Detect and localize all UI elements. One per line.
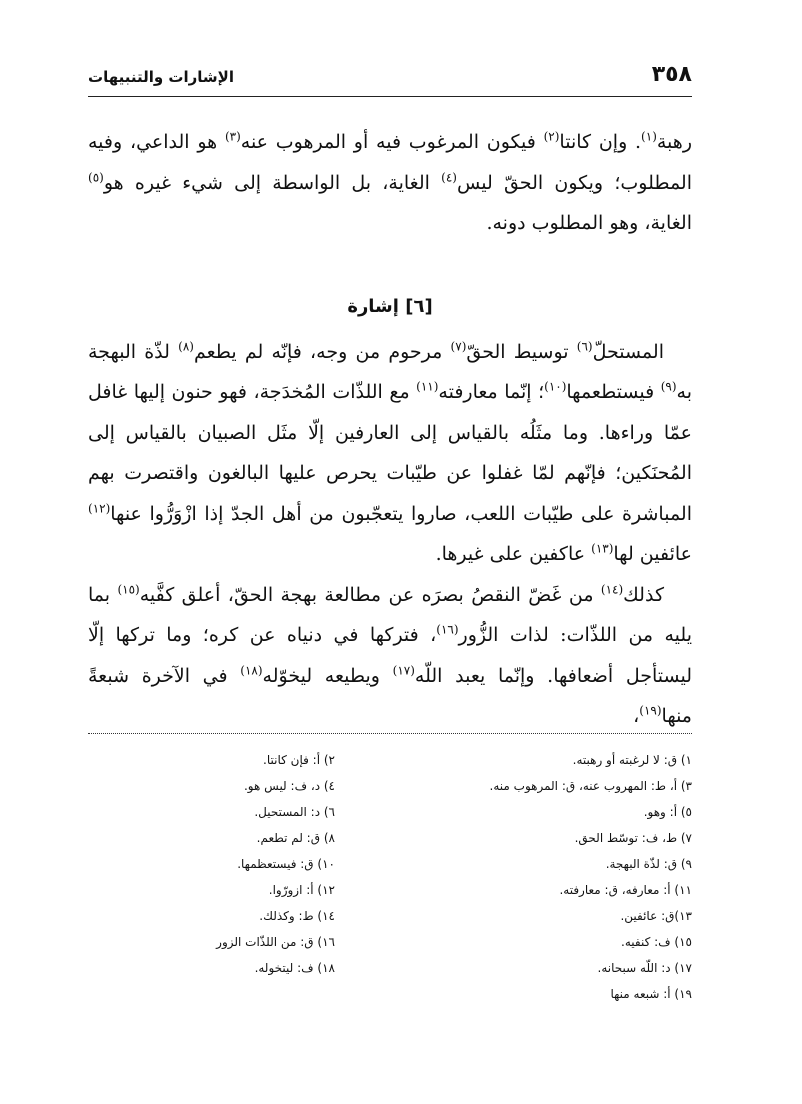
footnote-ref-5: (٥) bbox=[88, 170, 104, 185]
text-span: فيستطعمها bbox=[566, 381, 661, 403]
footnote-ref-17: (١٧) bbox=[392, 663, 415, 678]
paragraph-3 bbox=[88, 575, 692, 737]
footnote-ref-13: (١٣) bbox=[591, 541, 614, 556]
text-span: ، فتركها في دنياه عن كره؛ وما تركها إلّا ليستأجل أضعافها. وإنّما يعبد اللّه bbox=[88, 624, 693, 687]
footnote-ref-2: (٢) bbox=[543, 129, 560, 144]
footnote-ref-6: (٦) bbox=[576, 339, 593, 354]
footnote-13: ١٣)ق: عائفين. bbox=[620, 909, 692, 923]
footnote-ref-3: (٣) bbox=[224, 129, 241, 144]
page-header bbox=[88, 60, 692, 97]
footnote-ref-19: (١٩) bbox=[639, 703, 662, 718]
text-span: مع اللذّات المُخدَجة، فهو حنون إليها غافل عمّا وراءها. وما مثَلُه بالقياس إلى العارفين إلّا مثَل الصبيان بالقياس إلى المُحنَكين؛ فإنّهم لمّا غفلوا عن طيّبات يحرص عليها البالغون واقتصرت بهم المباشرة على طيّبات اللعب، صاروا يتعجّبون من أهل الجدّ إذا ازْوَرُّوا عنها bbox=[88, 381, 692, 525]
footnote-ref-8: (٨) bbox=[178, 339, 194, 354]
footnote-1: ١) ق: لا لرغبته أو رهبته. bbox=[572, 753, 692, 767]
text-span: المستحلّ bbox=[592, 340, 664, 363]
footnote-ref-12: (١٢) bbox=[88, 501, 111, 516]
footnote-19: ١٩) أ: شبعه منها bbox=[610, 987, 692, 1001]
page-number: ٣٥٨ bbox=[651, 62, 692, 87]
footnote-ref-9: (٩) bbox=[660, 379, 677, 394]
text-span: عاكفين على غيرها. bbox=[435, 543, 592, 565]
footnote-7: ٧) ط، ف: توسّط الحق. bbox=[574, 831, 692, 845]
footnotes bbox=[88, 747, 692, 1007]
paragraph-2 bbox=[88, 332, 692, 575]
footnote-6: ٦) د: المستحيل. bbox=[254, 805, 335, 819]
footnote-5: ٥) أ: وهو. bbox=[643, 805, 692, 819]
footnote-16: ١٦) ق: من اللذّات الزور bbox=[216, 935, 335, 949]
text-span: ويطيعه ليخوّله bbox=[262, 664, 393, 687]
footnote-ref-1: (١) bbox=[641, 129, 657, 144]
footnote-9: ٩) ق: لذّة البهجة. bbox=[605, 857, 692, 871]
footnote-18: ١٨) ف: ليتخوله. bbox=[254, 961, 335, 975]
footnote-ref-10: (١٠) bbox=[544, 379, 567, 394]
footnote-3: ٣) أ، ط: المهروب عنه، ق: المرهوب منه. bbox=[489, 779, 692, 793]
footnote-8: ٨) ق: لم تطعم. bbox=[256, 831, 335, 845]
text-span: ؛ إنّما معارفته bbox=[438, 381, 545, 403]
text-span: كذلك bbox=[623, 583, 664, 606]
text-span: الغاية، وهو المطلوب دونه. bbox=[486, 212, 692, 234]
footnote-ref-16: (١٦) bbox=[436, 622, 459, 637]
paragraph-1 bbox=[88, 122, 692, 244]
main-text bbox=[88, 122, 692, 737]
running-title: الإشارات والتنبيهات bbox=[88, 68, 234, 86]
text-span: من غَضّ النقصُ بصرَه عن مطالعة بهجة الحقّ، أعلق كفَّيه bbox=[139, 583, 601, 606]
footnote-ref-7: (٧) bbox=[450, 339, 467, 354]
footnote-ref-11: (١١) bbox=[416, 379, 439, 394]
footnote-2: ٢) أ: فإن كانتا. bbox=[263, 753, 335, 767]
footnote-4: ٤) د، ف: ليس هو. bbox=[243, 779, 335, 793]
footnote-11: ١١) أ: معارفه، ق: معارفته. bbox=[559, 883, 692, 897]
footnote-12: ١٢) أ: ازورّوا. bbox=[268, 883, 335, 897]
text-span: عائفين لها bbox=[613, 543, 692, 565]
section-heading: [٦] إشارة bbox=[347, 295, 433, 317]
footnote-ref-4: (٤) bbox=[441, 170, 457, 185]
text-span: . وإن كانتا bbox=[559, 131, 642, 153]
footnote-ref-18: (١٨) bbox=[240, 663, 263, 678]
footnote-10: ١٠) ق: فيستعظمها. bbox=[237, 857, 335, 871]
footnote-17: ١٧) د: اللّه سبحانه. bbox=[597, 961, 692, 975]
text-span: الغاية، بل الواسطة إلى شيء غيره هو bbox=[103, 171, 442, 194]
footnote-14: ١٤) ط: وكذلك. bbox=[259, 909, 335, 923]
text-span: فيكون المرغوب فيه أو المرهوب عنه bbox=[240, 131, 544, 153]
text-span: مرحوم من وجه، فإنّه لم يطعم bbox=[193, 340, 451, 363]
text-span: ، bbox=[633, 705, 640, 727]
text-span: توسيط الحقّ bbox=[466, 340, 577, 363]
text-span: في الآخرة شبعةً منها bbox=[88, 664, 692, 727]
footnote-15: ١٥) ف: كنفيه. bbox=[621, 935, 692, 949]
footnote-ref-14: (١٤) bbox=[600, 582, 624, 597]
footnote-ref-15: (١٥) bbox=[117, 582, 140, 597]
text-span: رهبة bbox=[656, 131, 692, 153]
text-span: لذّة البهجة به bbox=[88, 340, 692, 403]
text-span: بما يليه من اللذّات: لذات الزُّور bbox=[88, 583, 692, 646]
text-span: هو الداعي، وفيه المطلوب؛ ويكون الحقّ ليس bbox=[88, 131, 692, 194]
footnotes-divider bbox=[88, 733, 692, 734]
